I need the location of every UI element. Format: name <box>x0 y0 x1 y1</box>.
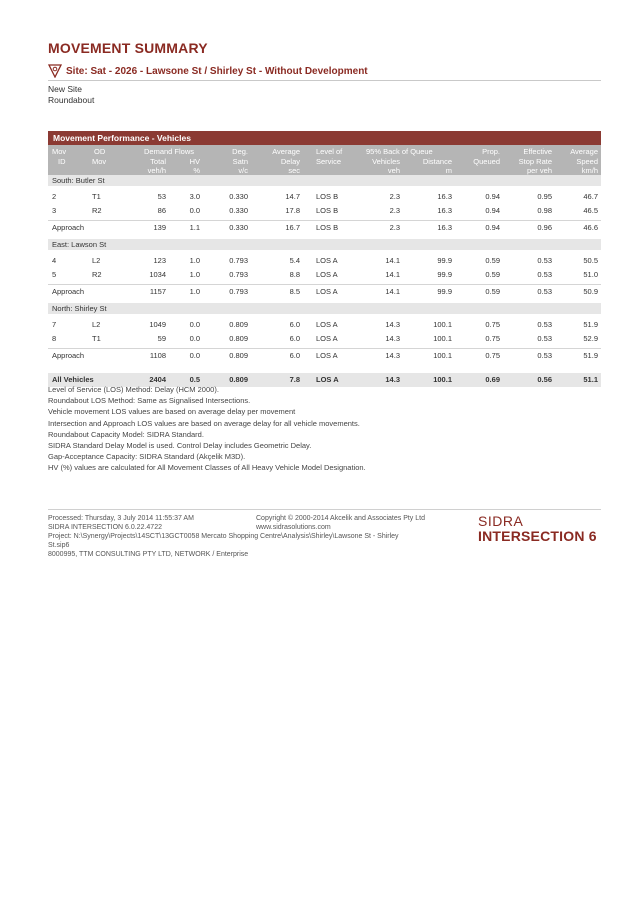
approach-row <box>48 348 601 363</box>
cell-stop-rate: 0.53 <box>537 334 552 343</box>
cell-hv: 0.0 <box>189 320 200 329</box>
cell-queued: 0.59 <box>485 270 500 279</box>
cell-vehicles: 14.3 <box>385 320 400 329</box>
cell-total: 1157 <box>149 287 166 296</box>
cell-delay: 8.5 <box>289 287 300 296</box>
roundabout-site-icon <box>48 64 62 78</box>
cell-los: LOS A <box>316 256 338 265</box>
cell-mov-id: All Vehicles <box>52 375 94 384</box>
site-title: Site: Sat - 2026 - Lawsone St / Shirley St - Without Development <box>66 66 368 77</box>
cell-distance: 16.3 <box>437 223 452 232</box>
cell-satn: 0.793 <box>229 270 248 279</box>
cell-satn: 0.330 <box>229 223 248 232</box>
cell-total: 123 <box>153 256 166 265</box>
table-header <box>48 145 601 175</box>
cell-satn: 0.330 <box>229 206 248 215</box>
cell-satn: 0.809 <box>229 351 248 360</box>
col-los-header: Level of Service <box>316 147 343 166</box>
cell-hv: 1.0 <box>189 270 200 279</box>
cell-los: LOS A <box>316 351 338 360</box>
cell-satn: 0.793 <box>229 287 248 296</box>
cell-stop-rate: 0.98 <box>537 206 552 215</box>
section-east: East: Lawson St <box>48 239 601 250</box>
logo-line-1: SIDRA <box>478 513 524 529</box>
cell-queued: 0.75 <box>485 320 500 329</box>
footer-copyright <box>256 514 425 532</box>
table-row <box>48 204 601 218</box>
website-link[interactable]: www.sidrasolutions.com <box>256 524 331 531</box>
cell-hv: 0.0 <box>189 351 200 360</box>
note-line: Intersection and Approach LOS values are based on average delay for all vehicle movements. <box>48 418 360 428</box>
cell-hv: 0.0 <box>189 334 200 343</box>
cell-vehicles: 14.1 <box>385 256 400 265</box>
cell-delay: 14.7 <box>285 192 300 201</box>
cell-queued: 0.59 <box>485 256 500 265</box>
table-title: Movement Performance - Vehicles <box>48 131 601 145</box>
cell-distance: 16.3 <box>437 206 452 215</box>
col-delay-header: Average Delay sec <box>272 147 300 175</box>
cell-delay: 17.8 <box>285 206 300 215</box>
cell-queued: 0.59 <box>485 287 500 296</box>
cell-vehicles: 14.3 <box>385 375 400 384</box>
col-vehicles-header: Vehicles veh <box>372 156 400 175</box>
cell-delay: 7.8 <box>289 375 300 384</box>
cell-vehicles: 14.3 <box>385 351 400 360</box>
cell-mov-id: Approach <box>52 351 85 360</box>
col-total-header: Total veh/h <box>147 156 166 175</box>
note-line: Vehicle movement LOS values are based on average delay per movement <box>48 407 296 417</box>
cell-total: 139 <box>153 223 166 232</box>
cell-total: 1049 <box>149 320 166 329</box>
footer-licence: 8000995, TTM CONSULTING PTY LTD, NETWORK / Enterprise <box>48 551 249 558</box>
cell-delay: 6.0 <box>289 320 300 329</box>
cell-od-mov: R2 <box>92 270 102 279</box>
col-distance-header: Distance m <box>422 156 452 175</box>
cell-distance: 99.9 <box>437 256 452 265</box>
cell-speed: 50.9 <box>583 287 598 296</box>
cell-los: LOS A <box>316 375 339 384</box>
cell-los: LOS A <box>316 287 338 296</box>
cell-satn: 0.809 <box>229 334 248 343</box>
cell-satn: 0.330 <box>229 192 248 201</box>
footer-project: Project: N:\Synergy\Projects\14SCT\13GCT0058 Mercato Shopping Centre\Analysis\Shirley\Lawsone St - Shirley <box>48 533 399 540</box>
cell-stop-rate: 0.53 <box>537 320 552 329</box>
col-demand-header: Demand Flows <box>144 147 195 156</box>
sidra-logo <box>478 514 597 544</box>
cell-delay: 6.0 <box>289 351 300 360</box>
cell-speed: 46.7 <box>583 192 598 201</box>
cell-los: LOS A <box>316 270 338 279</box>
cell-speed: 46.5 <box>583 206 598 215</box>
cell-stop-rate: 0.96 <box>537 223 552 232</box>
col-mov-header: Mov ID <box>52 147 67 166</box>
col-satn-header: Deg. Satn v/c <box>232 147 248 175</box>
cell-vehicles: 2.3 <box>389 206 400 215</box>
cell-satn: 0.809 <box>229 375 248 384</box>
cell-distance: 99.9 <box>437 287 452 296</box>
cell-hv: 1.0 <box>189 287 200 296</box>
cell-total: 59 <box>157 334 166 343</box>
cell-queued: 0.94 <box>485 223 500 232</box>
cell-mov-id: Approach <box>52 287 85 296</box>
cell-hv: 1.1 <box>189 223 200 232</box>
cell-stop-rate: 0.53 <box>537 287 552 296</box>
table-row <box>48 268 601 282</box>
cell-od-mov: L2 <box>92 320 101 329</box>
cell-stop-rate: 0.95 <box>537 192 552 201</box>
cell-speed: 51.9 <box>583 320 598 329</box>
cell-vehicles: 2.3 <box>389 223 400 232</box>
col-queued-header: Prop. Queued <box>473 147 500 166</box>
cell-distance: 99.9 <box>437 270 452 279</box>
cell-los: LOS B <box>316 192 339 201</box>
cell-los: LOS A <box>316 320 338 329</box>
cell-delay: 16.7 <box>285 223 300 232</box>
cell-total: 86 <box>157 206 166 215</box>
col-stop-header: Effective Stop Rate per veh <box>518 147 552 175</box>
section-north: North: Shirley St <box>48 303 601 314</box>
cell-hv: 3.0 <box>189 192 200 201</box>
cell-speed: 51.1 <box>583 375 598 384</box>
cell-hv: 0.0 <box>189 206 200 215</box>
table-row <box>48 254 601 268</box>
cell-speed: 50.5 <box>583 256 598 265</box>
cell-mov-id: 5 <box>52 270 57 279</box>
cell-total: 1034 <box>149 270 166 279</box>
table-row <box>48 190 601 204</box>
footer-project-file: St.sip6 <box>48 542 70 549</box>
cell-hv: 0.5 <box>189 375 200 384</box>
cell-queued: 0.94 <box>485 192 500 201</box>
cell-queued: 0.69 <box>485 375 500 384</box>
cell-speed: 51.9 <box>583 351 598 360</box>
section-south: South: Butler St <box>48 175 601 186</box>
cell-speed: 51.0 <box>583 270 598 279</box>
cell-mov-id: 4 <box>52 256 57 265</box>
cell-los: LOS B <box>316 206 339 215</box>
cell-distance: 100.1 <box>433 320 452 329</box>
cell-hv: 1.0 <box>189 256 200 265</box>
note-line: Roundabout LOS Method: Same as Signalised Intersections. <box>48 396 251 406</box>
cell-stop-rate: 0.56 <box>537 375 552 384</box>
approach-row <box>48 220 601 235</box>
footer-divider <box>48 509 601 510</box>
cell-od-mov: L2 <box>92 256 101 265</box>
col-od-header: OD Mov <box>92 147 107 166</box>
cell-od-mov: T1 <box>92 192 101 201</box>
cell-satn: 0.809 <box>229 320 248 329</box>
cell-distance: 16.3 <box>437 192 452 201</box>
col-hv-header: HV % <box>189 156 200 175</box>
cell-distance: 100.1 <box>433 375 452 384</box>
page-title: MOVEMENT SUMMARY <box>48 40 208 56</box>
cell-vehicles: 2.3 <box>389 192 400 201</box>
cell-vehicles: 14.1 <box>385 287 400 296</box>
cell-od-mov: R2 <box>92 206 102 215</box>
cell-delay: 8.8 <box>289 270 300 279</box>
copyright-text: Copyright © 2000-2014 Akcelik and Associates Pty Ltd <box>256 515 425 522</box>
note-line: HV (%) values are calculated for All Movement Classes of All Heavy Vehicle Model Designation. <box>48 463 366 473</box>
cell-queued: 0.75 <box>485 351 500 360</box>
col-speed-header: Average Speed km/h <box>570 147 598 175</box>
note-line: Level of Service (LOS) Method: Delay (HCM 2000). <box>48 385 219 394</box>
intersection-type: Roundabout <box>48 94 95 105</box>
site-type: New Site <box>48 84 83 94</box>
cell-stop-rate: 0.53 <box>537 351 552 360</box>
cell-queued: 0.94 <box>485 206 500 215</box>
cell-total: 53 <box>157 192 166 201</box>
site-header <box>48 64 601 81</box>
movement-performance-table <box>48 131 601 387</box>
cell-speed: 52.9 <box>583 334 598 343</box>
cell-vehicles: 14.1 <box>385 270 400 279</box>
cell-delay: 5.4 <box>289 256 300 265</box>
cell-total: 2404 <box>149 375 166 384</box>
cell-distance: 100.1 <box>433 334 452 343</box>
cell-mov-id: 8 <box>52 334 57 343</box>
footer-version: SIDRA INTERSECTION 6.0.22.4722 <box>48 524 162 531</box>
cell-od-mov: T1 <box>92 334 101 343</box>
cell-mov-id: Approach <box>52 223 85 232</box>
cell-delay: 6.0 <box>289 334 300 343</box>
cell-vehicles: 14.3 <box>385 334 400 343</box>
logo-line-2: INTERSECTION 6 <box>478 528 597 544</box>
cell-distance: 100.1 <box>433 351 452 360</box>
table-row <box>48 318 601 332</box>
cell-stop-rate: 0.53 <box>537 270 552 279</box>
site-subtitle <box>48 84 94 105</box>
cell-stop-rate: 0.53 <box>537 256 552 265</box>
note-line: SIDRA Standard Delay Model is used. Control Delay includes Geometric Delay. <box>48 441 312 451</box>
footer-processed: Processed: Thursday, 3 July 2014 11:55:37 AM <box>48 515 194 522</box>
note-line: Roundabout Capacity Model: SIDRA Standard. <box>48 429 204 439</box>
approach-row <box>48 284 601 299</box>
method-notes <box>48 384 366 474</box>
col-back-header: 95% Back of Queue <box>366 147 433 156</box>
cell-satn: 0.793 <box>229 256 248 265</box>
cell-mov-id: 2 <box>52 192 57 201</box>
note-line: Gap-Acceptance Capacity: SIDRA Standard (Akçelik M3D). <box>48 452 246 462</box>
cell-los: LOS A <box>316 334 338 343</box>
cell-los: LOS B <box>316 223 339 232</box>
cell-mov-id: 7 <box>52 320 57 329</box>
cell-total: 1108 <box>149 351 166 360</box>
cell-speed: 46.6 <box>583 223 598 232</box>
cell-queued: 0.75 <box>485 334 500 343</box>
cell-mov-id: 3 <box>52 206 57 215</box>
table-row <box>48 332 601 346</box>
